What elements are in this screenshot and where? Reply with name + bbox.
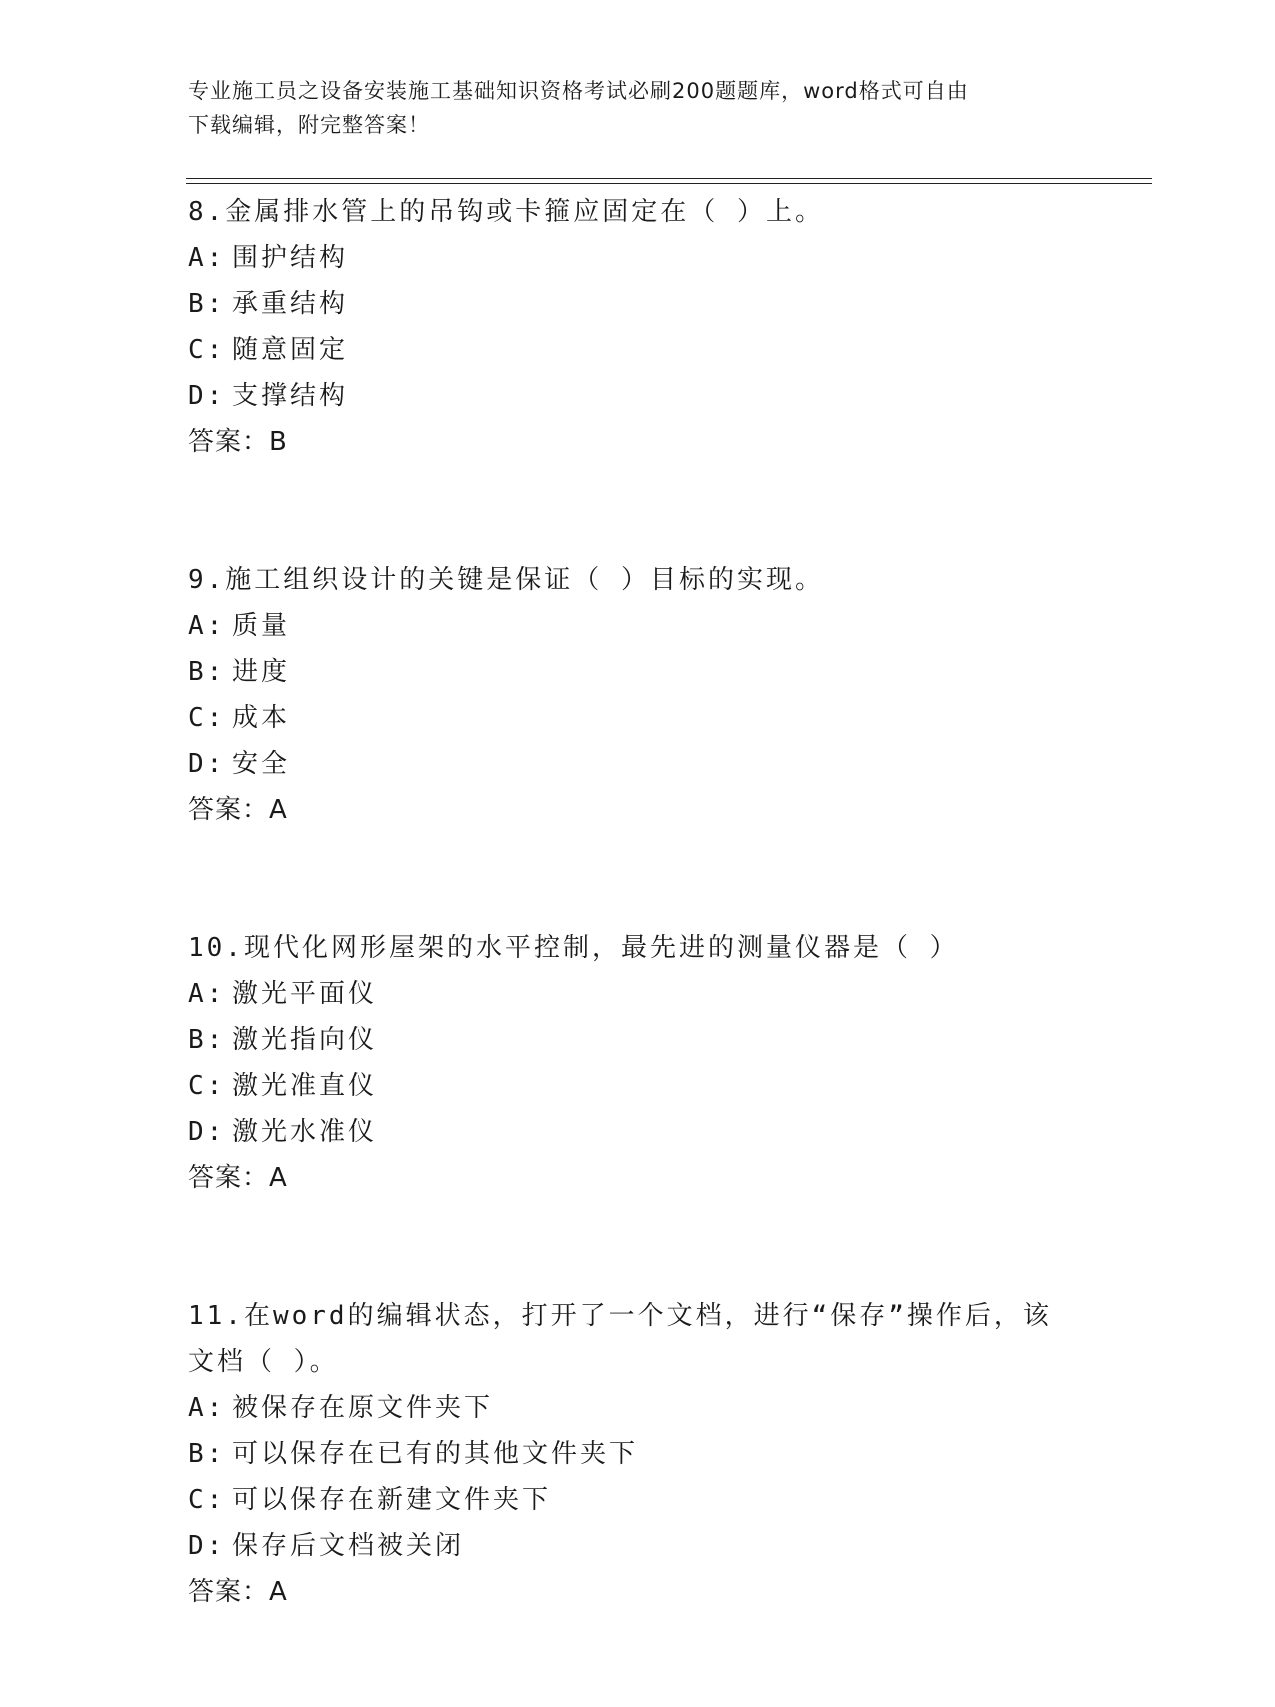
question-10 (188, 925, 1088, 1201)
option-letter: C: (188, 1485, 226, 1515)
answer-line: 答案：B (188, 427, 288, 457)
question-stem-line-2: 文档（ ）。 (188, 1347, 339, 1377)
option-d (188, 741, 1088, 787)
question-8 (188, 189, 1088, 465)
option-text: 可以保存在已有的其他文件夹下 (232, 1439, 639, 1469)
option-text: 激光准直仪 (232, 1071, 378, 1101)
answer-line: 答案：A (188, 1163, 288, 1193)
question-stem: 9.施工组织设计的关键是保证（ ）目标的实现。 (188, 565, 824, 595)
option-b (188, 281, 1088, 327)
question-list (188, 189, 1088, 1707)
option-d (188, 1523, 1088, 1569)
option-letter: B: (188, 657, 226, 687)
option-letter: A: (188, 979, 226, 1009)
option-letter: C: (188, 703, 226, 733)
document-header (188, 74, 1068, 142)
option-letter: D: (188, 381, 226, 411)
question-9 (188, 557, 1088, 833)
question-11 (188, 1293, 1088, 1615)
option-letter: A: (188, 243, 226, 273)
option-text: 成本 (232, 703, 291, 733)
option-b (188, 649, 1088, 695)
question-stem: 10.现代化网形屋架的水平控制，最先进的测量仪器是（ ） (188, 933, 959, 963)
option-letter: B: (188, 1025, 226, 1055)
option-letter: A: (188, 611, 226, 641)
option-a (188, 1385, 1088, 1431)
option-letter: D: (188, 1531, 226, 1561)
option-text: 安全 (232, 749, 291, 779)
option-d (188, 373, 1088, 419)
option-d (188, 1109, 1088, 1155)
option-letter: A: (188, 1393, 226, 1423)
option-letter: B: (188, 1439, 226, 1469)
header-divider-bottom (186, 183, 1152, 184)
option-text: 质量 (232, 611, 291, 641)
option-letter: C: (188, 335, 226, 365)
header-divider-top (186, 178, 1152, 179)
option-text: 被保存在原文件夹下 (232, 1393, 494, 1423)
header-line-1: 专业施工员之设备安装施工基础知识资格考试必刷200题题库，word格式可自由 (188, 79, 969, 103)
answer-line: 答案：A (188, 795, 288, 825)
option-text: 进度 (232, 657, 291, 687)
option-c (188, 1063, 1088, 1109)
option-c (188, 695, 1088, 741)
option-c (188, 1477, 1088, 1523)
option-letter: D: (188, 749, 226, 779)
option-text: 可以保存在新建文件夹下 (232, 1485, 552, 1515)
option-letter: C: (188, 1071, 226, 1101)
option-text: 随意固定 (232, 335, 349, 365)
option-text: 激光水准仪 (232, 1117, 378, 1147)
option-text: 激光指向仪 (232, 1025, 378, 1055)
option-b (188, 1017, 1088, 1063)
question-stem: 8.金属排水管上的吊钩或卡箍应固定在（ ）上。 (188, 197, 824, 227)
option-text: 围护结构 (232, 243, 349, 273)
option-text: 支撑结构 (232, 381, 349, 411)
option-text: 承重结构 (232, 289, 349, 319)
answer-line: 答案：A (188, 1577, 288, 1607)
option-b (188, 1431, 1088, 1477)
option-c (188, 327, 1088, 373)
option-letter: D: (188, 1117, 226, 1147)
option-a (188, 971, 1088, 1017)
header-line-2: 下载编辑，附完整答案！ (188, 113, 430, 137)
option-text: 保存后文档被关闭 (232, 1531, 465, 1561)
question-stem-line-1: 11.在word的编辑状态，打开了一个文档，进行“保存”操作后，该 (188, 1301, 1052, 1331)
option-a (188, 235, 1088, 281)
option-letter: B: (188, 289, 226, 319)
option-a (188, 603, 1088, 649)
option-text: 激光平面仪 (232, 979, 378, 1009)
